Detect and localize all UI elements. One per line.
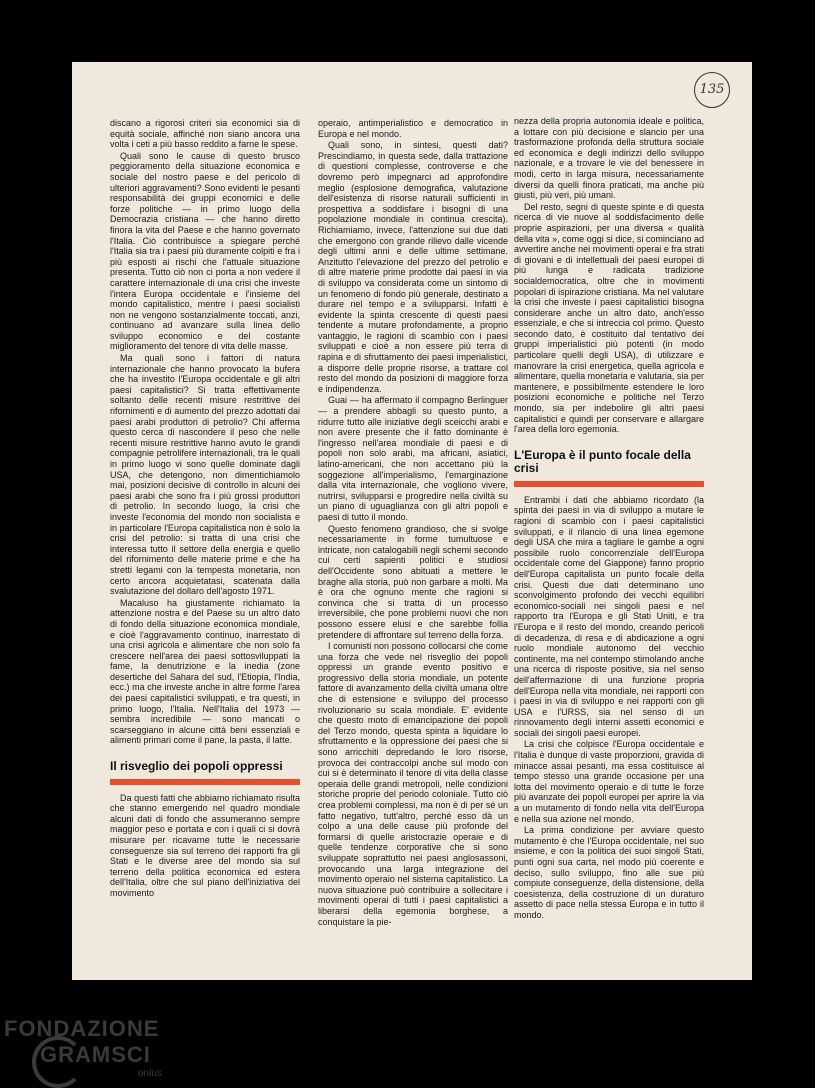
paragraph: operaio, antimperialistico e democratico in Europa e nel mondo. xyxy=(318,118,508,139)
watermark-line1: FONDAZIONE xyxy=(4,1016,160,1041)
heading-rule xyxy=(514,481,704,487)
heading-rule xyxy=(110,779,300,785)
watermark-line2: GRAMSCI xyxy=(40,1042,151,1067)
paragraph: Questo fenomeno grandioso, che si svolge necessariamente in forme tumultuose e intricate, non catalogabili negli schemi secondo cui certi sapienti politici e studiosi dell'Occidente sono abituati a mettere le braghe alla storia, può non garbare a molti. Ma è ora che ognuno mente che ragioni si convinca che si tratta di un processo irreversibile, che pone problemi nuovi che non possono essere elusi e che sarebbe follia pretendere di affrontare sul terreno della forza. xyxy=(318,523,508,640)
text-column-3 xyxy=(514,116,704,968)
paragraph: Quali sono le cause di questo brusco peggioramento della situazione economica e sociale del nostro paese e del pericolo di ulteriori aggravamenti? Sono evidenti le pesanti responsabilità dei gruppi economici e delle forze politiche — in primo luogo della Democrazia cristiana — che hanno diretto finora la vita del Paese e che hanno governato l'Italia. Ciò contribuisce a spiegare perché l'Italia sia tra i paesi più duramente colpiti e fra i più esposti ai rischi che l'attuale situazione presenta. Tutto ciò non ci porta a non vedere il carattere internazionale di una crisi che investe l'intera Europa occidentale e l'insieme del mondo capitalistico, mentre i paesi socialisti non ne vengono sostanzialmente toccati, anzi, continuano ad avanzare sulla linea dello sviluppo economico e del costante miglioramento del tenore di vita delle masse. xyxy=(110,150,300,352)
watermark-logo xyxy=(0,1016,200,1080)
section-heading: Il risveglio dei popoli oppressi xyxy=(110,759,283,774)
paragraph: Guai — ha affermato il compagno Berlinguer — a prendere abbagli su questo punto, a ridurre tutto alle iniziative degli sceicchi arabi e non avere presente che il fatto dominante è l'ingresso nell'area mondiale di paesi e di popoli non solo arabi, ma africani, asiatici, latino-americani, che non accettano più la soggezione all'imperialismo, l'emarginazione dalla vita internazionale, che vogliono vivere, nutrirsi, svilupparsi e progredire nella civiltà su un piano di uguaglianza con gli altri popoli e paesi di tutto il mondo. xyxy=(318,395,508,522)
paragraph: I comunisti non possono collocarsi che come una forza che vede nel risveglio dei popoli oppressi un grande evento positivo e progressivo della storia mondiale, un potente fattore di avanzamento della civiltà umana oltre che di estensione e sviluppo del processo rivoluzionario su scala mondiale. E' evidente che questo moto di emancipazione dei popoli del Terzo mondo, questa spinta a liquidare lo sfruttamento e la oppressione dei paesi che si sono arricchiti depredando le loro risorse, provoca dei contraccolpi anche sul modo con cui si è determinato il tenore di vita della classe operaia delle grandi metropoli, nelle condizioni storiche proprie del periodo coloniale. Tutto ciò crea problemi complessi, ma non è di per sé un fatto negativo, tutt'altro, perché esso dà un colpo a una delle cause più profonde del formarsi di quelle aristocrazie operaie e di quelle tendenze corporative che si sono sviluppate soprattutto nei paesi anglosassoni, provocando una larga integrazione del movimento operaio nel sistema capitalistico. La nuova situazione può contribuire a sollecitare i movimenti operai di tutti i paesi capitalistici a liberarsi della egemonia borghese, a conquistare la pie- xyxy=(318,641,508,927)
paragraph: La prima condizione per avviare questo mutamento è che l'Europa occidentale, nel suo insieme, e con la politica dei suoi singoli Stati, punti ogni sua carta, nel modo più coerente e deciso, sullo sviluppo, fino alle sue più compiute conseguenze, della distensione, della coesistenza, della costruzione di un duraturo assetto di pace nella stessa Europa e in tutto il mondo. xyxy=(514,825,704,920)
watermark-line3: onlus xyxy=(138,1068,162,1079)
paragraph: Entrambi i dati che abbiamo ricordato (la spinta dei paesi in via di sviluppo a mutare le ragioni di scambio con i paesi capitalistici sviluppati, e il rilancio di una linea egemone degli USA che mira a tagliare le gambe a ogni possibile ruolo concorrenziale dell'Europa occidentale come del Giappone) fanno proprio dell'Europa capitalista un punto focale della crisi. Questi due dati determinano uno sconvolgimento profondo dei vecchi equilibri economico-sociali nei singoli paesi e nel rapporto tra l'Europa e gli Stati Uniti, e tra l'Europa e il resto del mondo, creando pericoli di decadenza, di resa e di abdicazione a ogni ruolo mondiale autonomo del vecchio continente, ma nel contempo stimolando anche una ricerca di risposte positive, sia nel senso dell'affermazione di una funzione propria dell'Europa nella vita mondiale, nei rapporti con i paesi in via di sviluppo e nei rapporti con gli USA e l'URSS, sia nel senso di un rinnovamento degli interni assetti economici e sociali dei singoli paesi europei. xyxy=(514,494,704,738)
paragraph: Da questi fatti che abbiamo richiamato risulta che stanno emergendo nel quadro mondiale alcuni dati di fondo che assumeranno sempre maggior peso e portata e con i quali ci si dovrà misurare per ricavarne tutte le necessarie conseguenze sia sul terreno dei rapporti fra gli Stati e le diverse aree del mondo sia sul terreno della politica economica ed estera dell'Italia, oltre che sul piano dell'iniziativa del movimento xyxy=(110,792,300,898)
paragraph: nezza della propria autonomia ideale e politica, a lottare con più decisione e slancio per una trasformazione profonda della struttura sociale ed economica e degli indirizzi dello sviluppo nazionale, e a trovare le vie del benessere in modi, certo in larga misura, necessariamente diversi da quelli finora praticati, ma anche più giusti, più veri, più umani. xyxy=(514,116,704,201)
paragraph: La crisi che colpisce l'Europa occidentale e l'Italia è dunque di vaste proporzioni, gravida di minacce assai pesanti, ma essa costituisce al tempo stesso una grande occasione per una lotta del movimento operaio e di tutte le forze più avanzate dei popoli europei per aprire la via a un mutamento di fondo nella vita dell'Europa e nella sua azione nel mondo. xyxy=(514,739,704,824)
paragraph: Macaluso ha giustamente richiamato la attenzione nostra e del Paese su un altro dato di fondo della situazione economica mondiale, e cioè l'aggravamento continuo, inarrestato di una crisi agricola e alimentare che non solo fa crescere nell'area dei paesi sottosviluppati la fame, la denutrizione e la inedia (zone desertiche del Sahara del sud, l'Etiopia, l'India, ecc.) ma che investe anche in altre forme l'area dei paesi capitalistici sviluppati, e tra questi, in primo luogo, l'Italia. Nell'Italia del 1973 — sembra incredibile — sono mancati o scarseggiano in alcune città beni essenziali e alimenti primari come il pane, la pasta, il latte. xyxy=(110,597,300,746)
text-column-2 xyxy=(318,118,508,968)
paragraph: discano a rigorosi criteri sia economici sia di equità sociale, affinché non siano ancora una volta i ceti a più basso reddito a farne le spese. xyxy=(110,118,300,150)
page-number: 135 xyxy=(694,72,730,108)
text-column-1 xyxy=(110,118,300,968)
section-heading: L'Europa è il punto focale della crisi xyxy=(514,447,691,476)
paragraph: Quali sono, in sintesi, questi dati? Prescindiamo, in questa sede, dalla trattazione di questioni complesse, controverse e che dovremo però impegnarci ad approfondire meglio (esplosione demografica, valutazione dell'esistenza di risorse naturali sufficienti in prospettiva a soddisfare i bisogni di una popolazione mondiale in continua crescita). Richiamiamo, invece, l'attenzione sui due dati che emergono con grande rilievo dalle vicende degli ultimi anni e delle ultime settimane. Anzitutto l'elevazione del prezzo del petrolio e di altre materie prime prodotte dai paesi in via di sviluppo va considerata come un sintomo di un fenomeno di fondo più generale, destinato a durare nel tempo e a svilupparsi. Infatti è evidente la spinta crescente di questi paesi tendente a mutare profondamente, a proprio vantaggio, le ragioni di scambio con i paesi sviluppati e cioè a non essere più terra di rapina e di sfruttamento dei paesi imperialistici, a disporre delle proprie risorse, a trattare col resto del mondo da posizioni di maggiore forza e indipendenza. xyxy=(318,140,508,394)
document-page xyxy=(72,62,752,980)
paragraph: Ma quali sono i fattori di natura internazionale che hanno provocato la bufera che ha investito l'Europa occidentale e gli altri paesi capitalistici? Si tratta effettivamente soltanto delle recenti misure restrittive dei rifornimenti e di aumento del prezzo adottati dai paesi arabi produttori di petrolio? Chi afferma questo cerca di nascondere il peso che nelle recenti misure restrittive hanno avuto le grandi compagnie petrolifere internazionali, tra le quali in primo luogo vi sono quelle dominate dagli USA, che detengono, non dimentichiamolo mai, posizioni decisive di controllo in alcuni dei paesi arabi che sono fra i più grossi produttori di petrolio. In secondo luogo, la crisi che investe l'economia del mondo non socialista e in particolare l'Europa capitalistica non è solo la crisi del petrolio: si tratta di una crisi che interessa tutto il settore della energia e quello del rifornimento delle materie prime e che ha stretti legami con la tempesta monetaria, non certo ancora acquietatasi, scatenata dalla svalutazione del dollaro dell'agosto 1971. xyxy=(110,353,300,597)
paragraph: Del resto, segni di queste spinte e di questa ricerca di vie nuove al soddisfacimento delle proprie aspirazioni, per una diversa « qualità della vita », come oggi si dice, si cominciano ad avvertire anche nei movimenti operai e fra strati di giovani e di intellettuali dei paesi europei di più lunga e radicata tradizione socialdemocratica, oltre che in movimenti popolari di ispirazione cristiana. Ma nel valutare la crisi che investe i paesi capitalistici bisogna considerare anche un altro dato, anch'esso essenziale, e che si intreccia col primo. Questo secondo dato, è costituito dal tentativo dei gruppi imperialistici più potenti (in modo particolare quelli degli USA), di utilizzare e manovrare la crisi energetica, quella agricola e alimentare, quella monetaria e valutaria, sia per mantenere, e possibilmente estendere le loro posizioni economiche e politiche nel Terzo mondo, sia per indebolire gli altri paesi capitalistici e quindi per conservare e allargare l'area della loro egemonia. xyxy=(514,201,704,435)
